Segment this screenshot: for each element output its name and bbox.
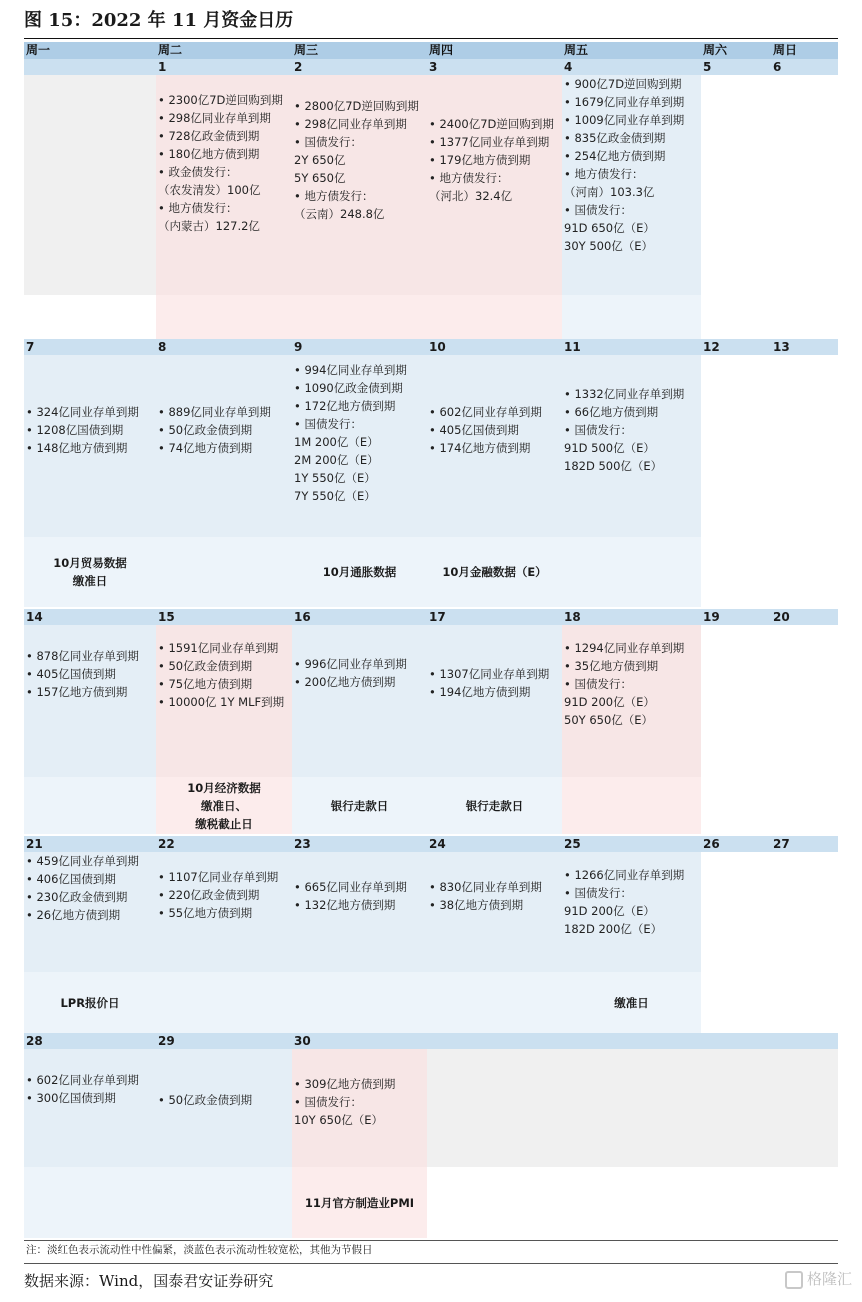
date-number: 3 xyxy=(429,60,438,74)
day-event: 10月经济数据 缴准日、 缴税截止日 xyxy=(187,780,261,831)
day-flows: • 602亿同业存单到期 • 300亿国债到期 xyxy=(26,1073,139,1105)
source-rule xyxy=(24,1263,838,1264)
event-cell xyxy=(771,972,838,1034)
day-flows: • 830亿同业存单到期 • 38亿地方债到期 xyxy=(429,880,542,912)
day-flows: • 1266亿同业存单到期 • 国债发行： 91D 200亿（E） 182D 200亿（E） xyxy=(564,868,685,936)
day-flows: • 1591亿同业存单到期 • 50亿政金债到期 • 75亿地方债到期 • 10000亿 1Y MLF到期 xyxy=(158,641,285,709)
event-cell xyxy=(562,777,701,834)
date-number: 11 xyxy=(564,340,581,354)
note-rule xyxy=(24,1240,838,1241)
event-cell xyxy=(156,295,292,339)
date-number: 2 xyxy=(294,60,303,74)
legend-note: 注：淡红色表示流动性中性偏紧，淡蓝色表示流动性较宽松，其他为节假日 xyxy=(26,1244,373,1256)
event-cell xyxy=(771,1167,838,1238)
day-cell xyxy=(701,852,771,972)
day-flows: • 1307亿同业存单到期 • 194亿地方债到期 xyxy=(429,667,550,699)
event-cell xyxy=(701,972,771,1034)
day-cell xyxy=(701,1049,771,1167)
date-number: 19 xyxy=(703,610,720,624)
date-number: 18 xyxy=(564,610,581,624)
day-flows: • 309亿地方债到期 • 国债发行： 10Y 650亿（E） xyxy=(294,1077,396,1127)
day-flows: • 1294亿同业存单到期 • 35亿地方债到期 • 国债发行： 91D 200亿（E） 50Y 650亿（E） xyxy=(564,641,685,727)
date-number: 15 xyxy=(158,610,175,624)
weekday-header: 周二 xyxy=(158,43,183,57)
event-cell xyxy=(701,1167,771,1238)
event-cell xyxy=(562,1167,701,1238)
day-cell xyxy=(771,852,838,972)
day-flows: • 878亿同业存单到期 • 405亿国债到期 • 157亿地方债到期 xyxy=(26,649,139,699)
weekday-header: 周三 xyxy=(294,43,319,57)
day-flows: • 1107亿同业存单到期 • 220亿政金债到期 • 55亿地方债到期 xyxy=(158,870,279,920)
day-flows: • 900亿7D逆回购到期 • 1679亿同业存单到期 • 1009亿同业存单到期 • 835亿政金债到期 • 254亿地方债到期 • 地方债发行： （河南）103.3亿 • 国债发行： 91D 650亿（E） 30Y 500亿（E） xyxy=(564,77,685,253)
watermark xyxy=(785,1268,852,1289)
day-flows: • 994亿同业存单到期 • 1090亿政金债到期 • 172亿地方债到期 • 国债发行： 1M 200亿（E） 2M 200亿（E） 1Y 550亿（E） 7Y 550亿（E） xyxy=(294,363,407,503)
event-cell xyxy=(427,972,562,1034)
date-number: 5 xyxy=(703,60,712,74)
event-cell xyxy=(156,1167,292,1238)
event-cell xyxy=(24,295,156,339)
date-number: 21 xyxy=(26,837,43,851)
day-flows: • 996亿同业存单到期 • 200亿地方债到期 xyxy=(294,657,407,689)
day-flows: • 602亿同业存单到期 • 405亿国债到期 • 174亿地方债到期 xyxy=(429,405,542,455)
date-number: 16 xyxy=(294,610,311,624)
day-cell xyxy=(771,355,838,537)
date-number: 9 xyxy=(294,340,303,354)
day-flows: • 2400亿7D逆回购到期 • 1377亿同业存单到期 • 179亿地方债到期 • 地方债发行： （河北）32.4亿 xyxy=(429,117,554,203)
date-number: 23 xyxy=(294,837,311,851)
event-cell xyxy=(701,295,771,339)
date-number: 1 xyxy=(158,60,167,74)
day-event: 缴准日 xyxy=(614,996,649,1010)
event-cell xyxy=(771,537,838,607)
event-cell xyxy=(562,295,701,339)
day-cell xyxy=(427,1049,562,1167)
date-number: 30 xyxy=(294,1034,311,1048)
day-flows: • 459亿同业存单到期 • 406亿国债到期 • 230亿政金债到期 • 26亿地方债到期 xyxy=(26,854,139,922)
day-flows: • 324亿同业存单到期 • 1208亿国债到期 • 148亿地方债到期 xyxy=(26,405,139,455)
watermark-logo-icon xyxy=(785,1271,803,1289)
day-cell xyxy=(427,625,562,777)
date-number: 24 xyxy=(429,837,446,851)
day-cell xyxy=(701,75,771,295)
day-event: 10月通胀数据 xyxy=(322,565,397,579)
day-cell xyxy=(771,1049,838,1167)
date-number: 28 xyxy=(26,1034,43,1048)
event-cell xyxy=(562,537,701,607)
date-number: 20 xyxy=(773,610,790,624)
weekday-header: 周一 xyxy=(26,43,51,57)
figure-title: 图 15：2022 年 11 月资金日历 xyxy=(24,10,294,31)
day-flows: • 889亿同业存单到期 • 50亿政金债到期 • 74亿地方债到期 xyxy=(158,405,271,455)
event-cell xyxy=(771,295,838,339)
day-event: 银行走款日 xyxy=(330,798,389,813)
date-number: 4 xyxy=(564,60,573,74)
date-number: 10 xyxy=(429,340,446,354)
day-cell xyxy=(292,625,427,777)
date-number: 17 xyxy=(429,610,446,624)
day-flows: • 2800亿7D逆回购到期 • 298亿同业存单到期 • 国债发行： 2Y 650亿 5Y 650亿 • 地方债发行： （云南）248.8亿 xyxy=(294,99,419,221)
weekday-header: 周六 xyxy=(703,43,728,57)
day-cell xyxy=(562,1049,701,1167)
event-cell xyxy=(292,972,427,1034)
date-number: 25 xyxy=(564,837,581,851)
weekday-header: 周四 xyxy=(429,43,454,57)
day-flows: • 1332亿同业存单到期 • 66亿地方债到期 • 国债发行： 91D 500亿（E） 182D 500亿（E） xyxy=(564,387,685,473)
date-number: 12 xyxy=(703,340,720,354)
event-cell xyxy=(24,777,156,834)
event-cell xyxy=(427,1167,562,1238)
day-event: 银行走款日 xyxy=(465,798,524,813)
day-event: LPR报价日 xyxy=(60,996,120,1010)
day-flows: • 50亿政金债到期 xyxy=(158,1093,253,1107)
event-cell xyxy=(156,972,292,1034)
date-number: 13 xyxy=(773,340,790,354)
event-cell xyxy=(427,295,562,339)
day-flows: • 665亿同业存单到期 • 132亿地方债到期 xyxy=(294,880,407,912)
day-cell xyxy=(771,625,838,777)
event-cell xyxy=(701,537,771,607)
date-number: 27 xyxy=(773,837,790,851)
day-cell xyxy=(701,355,771,537)
calendar-table xyxy=(24,42,838,1238)
date-number: 8 xyxy=(158,340,167,354)
event-cell xyxy=(771,777,838,834)
weekday-header: 周五 xyxy=(564,43,589,57)
day-cell xyxy=(771,75,838,295)
day-cell xyxy=(24,1049,156,1167)
weekday-header: 周日 xyxy=(773,43,798,57)
day-event: 11月官方制造业PMI xyxy=(304,1195,415,1210)
title-rule xyxy=(24,38,838,39)
date-number: 14 xyxy=(26,610,43,624)
event-cell xyxy=(24,1167,156,1238)
date-number: 7 xyxy=(26,340,35,354)
date-number: 26 xyxy=(703,837,720,851)
day-event: 10月金融数据（E） xyxy=(442,565,547,579)
day-flows: • 2300亿7D逆回购到期 • 298亿同业存单到期 • 728亿政金债到期 • 180亿地方债到期 • 政金债发行： （农发清发）100亿 • 地方债发行： （内蒙古）127.2亿 xyxy=(158,93,283,233)
date-number: 22 xyxy=(158,837,175,851)
date-number: 29 xyxy=(158,1034,175,1048)
watermark-text: 格隆汇 xyxy=(806,1270,852,1288)
day-cell xyxy=(24,75,156,295)
data-source: 数据来源：Wind，国泰君安证券研究 xyxy=(24,1272,274,1290)
day-event: 10月贸易数据 缴准日 xyxy=(53,556,127,588)
event-cell xyxy=(156,537,292,607)
day-cell xyxy=(701,625,771,777)
date-number: 6 xyxy=(773,60,782,74)
event-cell xyxy=(701,777,771,834)
event-cell xyxy=(292,295,427,339)
